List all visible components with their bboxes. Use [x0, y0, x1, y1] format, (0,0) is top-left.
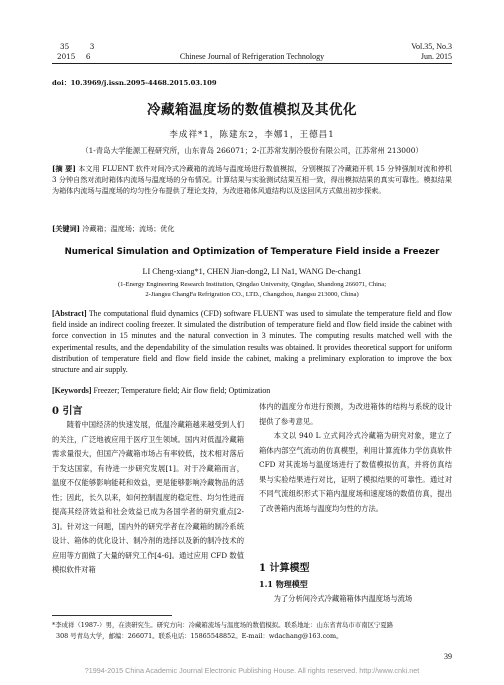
- journal-name: Chinese Journal of Refrigeration Technology: [179, 52, 325, 61]
- right-column-para-2: 本文以 940 L 立式间冷式冷藏箱为研究对象，建立了箱体内部空气流动的仿真模型，利用计算流体力学仿真软件 CFD 对其流场与温度场进行了数值模拟仿真，并将仿真结果与实验结果进行对比，证明了模拟结果的可靠性。通过对不同气流组织形式下箱内温度场和速度场的数值仿真，提出了改善箱内流场与温度均匀性的方法。: [259, 431, 452, 513]
- section-0-paragraph: 随着中国经济的快速发展，低温冷藏箱越来越受到人们的关注，广泛地被应用于医疗卫生领域。国内对低温冷藏箱需求量很大，但国产冷藏箱市场占有率较低，技术相对落后于发达国家，有待进一步研究发展[1]。对于冷藏箱而言，温度不仅能够影响能耗和效益，更是能够影响冷藏物品的活性；因此，长久以来，如何控制温度的稳定性、均匀性进而提高其经济效益和社会效益已成为各国学者的研究重点[2-3]。针对这一问题，国内外的研究学者在冷藏箱的制冷系统设计、箱体的优化设计、制冷剂的选择以及新的制冷技术的应用等方面做了大量的研究工作[4-6]。通过应用 CFD 数值模拟软件对箱: [52, 420, 244, 574]
- affiliation: （1-青岛大学能源工程研究所，山东青岛 266071；2-江苏常发制冷股份有限公司，江苏常州 213000）: [81, 146, 423, 155]
- english-affiliation-2: 2-Jiangsu ChangFa Refrigration CO., LTD., Changzhou, Jiangsu 213000, China): [145, 291, 359, 298]
- copyright-watermark: ?1994-2015 China Academic Journal Electronic Publishing House. All rights reserved. http://www.cnki.net: [84, 666, 420, 675]
- right-column-para-3: 为了分析间冷式冷藏箱箱体内温度场与流场: [273, 594, 413, 603]
- abstract-cn: [52, 163, 452, 196]
- abstract-cn-text: 本文用 FLUENT 软件对间冷式冷藏箱的流场与温度场进行数值模拟，分别模拟了冷藏箱开机 15 分钟强制对流和停机 3 分钟自然对流时箱体内流场与温度场的分布情况。计算结果与实验测试结果互相一致，得出模拟结果的真实可靠性。模拟结果为箱体内流场与温度场的均匀性分布提供了理论支持，为改进箱体风道结构以及送回风方式做出初步探索。: [52, 164, 452, 195]
- keywords-cn: [52, 223, 452, 234]
- right-column-para-1: 体内的温度分布进行预测，为改进箱体的结构与系统的设计提供了参考意见。: [259, 402, 452, 426]
- header-rule: [52, 63, 452, 64]
- english-authors: LI Cheng-xiang*1, CHEN Jian-dong2, LI Na1, WANG De-chang1: [142, 267, 362, 276]
- page-number: 39: [444, 652, 452, 661]
- abstract-cn-label: [摘 要]: [52, 164, 76, 173]
- footnote-line-1: *李成祥（1987-）男，在读研究生。研究方向：冷藏箱流场与温度场的数值模拟。联系地址：山东省青岛市市南区宁夏路: [52, 621, 394, 629]
- section-1-heading: 1 计算模型: [259, 563, 310, 574]
- header-date-right: Jun. 2015: [420, 52, 452, 61]
- header-year: 2015: [57, 52, 76, 61]
- footnote-rule: [52, 615, 172, 616]
- subsection-1-1-heading: 1.1 物理模型: [259, 579, 308, 589]
- doi-line: doi：10.3969/j.issn.2095-4468.2015.03.109: [52, 79, 217, 87]
- english-title: Numerical Simulation and Optimization of Temperature Field inside a Freezer: [64, 247, 440, 257]
- keywords-cn-label: [关键词]: [52, 224, 80, 233]
- header-issue-number: 3: [89, 42, 95, 51]
- header-volume-right: Vol.35, No.3: [411, 42, 452, 51]
- abstract-en: [52, 308, 452, 375]
- keywords-en-label: [Keywords]: [52, 386, 92, 395]
- header-volume-left: [60, 42, 94, 51]
- header-num: 6: [85, 52, 91, 61]
- abstract-en-label: [Abstract]: [52, 309, 87, 318]
- english-affiliation-1: (1-Energy Engineering Research Institution, Qingdao University, Qingdao, Shandong 266071, China;: [117, 281, 387, 288]
- keywords-en: [52, 385, 452, 396]
- section-0-heading: 0 引言: [52, 406, 83, 417]
- paper-title: 冷藏箱温度场的数值模拟及其优化: [147, 102, 357, 118]
- abstract-en-text: The computational fluid dynamics (CFD) software FLUENT was used to simulate the temperature field and flow field inside an indirect cooling freezer. It simulated the distribution of temperature field and flow field inside the cabinet with force convection in 15 minutes and the natural convection in 3 minutes. The computing results matched well with the experimental results, and the dependability of the simulation results was obtained. It provides theoretical support for uniform distribution of temperature field and flow field inside the cabinet, making a preliminary exploration to improve the box structure and air supply.: [52, 309, 452, 375]
- author-list: 李成祥*1，陈建东2，李娜1，王德昌1: [169, 130, 335, 140]
- header-vol-number: 35: [60, 42, 70, 51]
- keywords-en-text: Freezer; Temperature field; Air flow field; Optimization: [93, 386, 271, 395]
- footnote-line-2: 308 号青岛大学，邮编：266071。联系电话：15865548852。E-mail：wdachang@163.com。: [56, 632, 343, 640]
- keywords-cn-text: 冷藏箱；温度场；流场；优化: [82, 224, 175, 233]
